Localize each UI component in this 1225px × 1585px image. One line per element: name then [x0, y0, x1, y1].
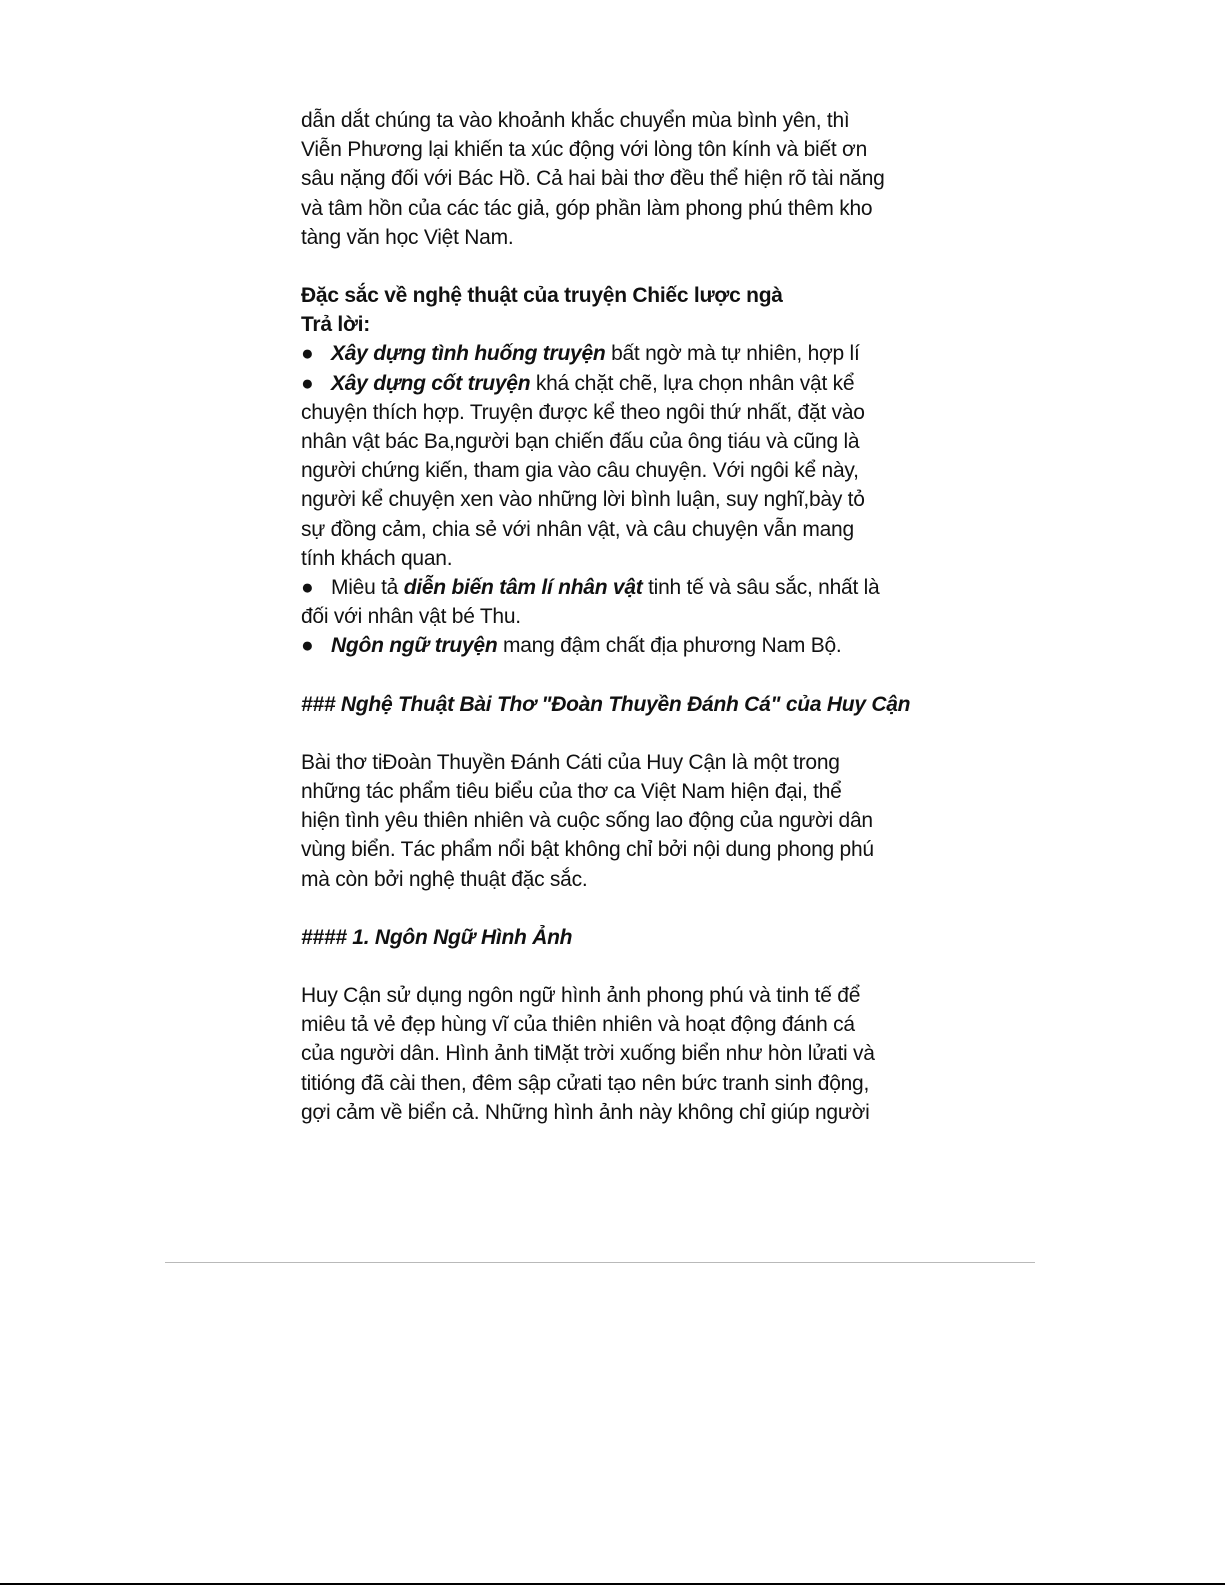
bullet-icon: ● — [301, 576, 314, 600]
text-line: người chứng kiến, tham gia vào câu chuyện. Với ngôi kể này, — [301, 459, 859, 483]
bullet-bold-text: Xây dựng tình huống truyện — [331, 342, 606, 366]
bullet-text: bất ngờ mà tự nhiên, hợp lí — [605, 342, 860, 366]
poem-heading: ### Nghệ Thuật Bài Thơ "Đoàn Thuyền Đánh Cá" của Huy Cận — [301, 692, 911, 716]
subheading: #### 1. Ngôn Ngữ Hình Ảnh — [301, 925, 573, 949]
text-line: đối với nhân vật bé Thu. — [301, 605, 521, 629]
text-line: Bài thơ tiĐoàn Thuyền Đánh Cáti của Huy Cận là một trong — [301, 750, 840, 774]
bullet-icon: ● — [301, 342, 314, 366]
text-line: chuyện thích hợp. Truyện được kể theo ngôi thứ nhất, đặt vào — [301, 400, 865, 424]
list-item — [301, 339, 926, 368]
bullet-icon: ● — [301, 371, 314, 395]
bullet-text: Miêu tả — [331, 576, 404, 600]
bullet-bold-text: Ngôn ngữ truyện — [331, 634, 498, 658]
bullet-icon: ● — [301, 634, 314, 658]
text-line: của người dân. Hình ảnh tiMặt trời xuống biển như hòn lửati và — [301, 1042, 875, 1066]
text-line: Huy Cận sử dụng ngôn ngữ hình ảnh phong phú và tinh tế để — [301, 984, 861, 1008]
intro-paragraph — [301, 106, 926, 252]
list-item — [301, 369, 926, 398]
text-line: nhân vật bác Ba,người bạn chiến đấu của ông tiáu và cũng là — [301, 430, 860, 454]
bullet-text: khá chặt chẽ, lựa chọn nhân vật kể — [530, 371, 855, 395]
section-chiec-luoc-nga — [301, 281, 926, 661]
bullet-text: tinh tế và sâu sắc, nhất là — [642, 576, 880, 600]
list-item — [301, 573, 926, 602]
text-line: titióng đã cài then, đêm sập cửati tạo nên bức tranh sinh động, — [301, 1071, 870, 1095]
bullet-text: mang đậm chất địa phương Nam Bộ. — [497, 634, 842, 658]
text-line: và tâm hồn của các tác giả, góp phần làm phong phú thêm kho — [301, 196, 873, 220]
list-item — [301, 631, 926, 660]
text-line: dẫn dắt chúng ta vào khoảnh khắc chuyển mùa bình yên, thì — [301, 109, 850, 132]
language-paragraph — [301, 981, 926, 1127]
page-divider — [165, 1262, 1035, 1263]
text-line: hiện tình yêu thiên nhiên và cuộc sống lao động của người dân — [301, 809, 873, 833]
text-line: tàng văn học Việt Nam. — [301, 225, 514, 249]
text-line: mà còn bởi nghệ thuật đặc sắc. — [301, 867, 588, 891]
text-line: người kể chuyện xen vào những lời bình luận, suy nghĩ,bày tỏ — [301, 488, 865, 512]
text-line: Viễn Phương lại khiến ta xúc động với lòng tôn kính và biết ơn — [301, 138, 868, 162]
page-content — [301, 106, 926, 1127]
section-title: Đặc sắc về nghệ thuật của truyện Chiếc lược ngà — [301, 284, 783, 308]
text-line: tính khách quan. — [301, 546, 453, 570]
text-line: gợi cảm về biển cả. Những hình ảnh này không chỉ giúp người — [301, 1100, 870, 1124]
text-line: những tác phẩm tiêu biểu của thơ ca Việt Nam hiện đại, thể — [301, 780, 842, 804]
poem-intro-paragraph — [301, 748, 926, 894]
answer-label: Trả lời: — [301, 313, 370, 337]
text-line: miêu tả vẻ đẹp hùng vĩ của thiên nhiên và hoạt động đánh cá — [301, 1013, 855, 1037]
bullet-bold-text: Xây dựng cốt truyện — [331, 371, 531, 395]
text-line: sâu nặng đối với Bác Hồ. Cả hai bài thơ đều thể hiện rõ tài năng — [301, 167, 885, 191]
text-line: sự đồng cảm, chia sẻ với nhân vật, và câu chuyện vẫn mang — [301, 517, 854, 541]
bullet-bold-text: diễn biến tâm lí nhân vật — [403, 576, 643, 600]
text-line: vùng biển. Tác phẩm nổi bật không chỉ bởi nội dung phong phú — [301, 838, 874, 862]
